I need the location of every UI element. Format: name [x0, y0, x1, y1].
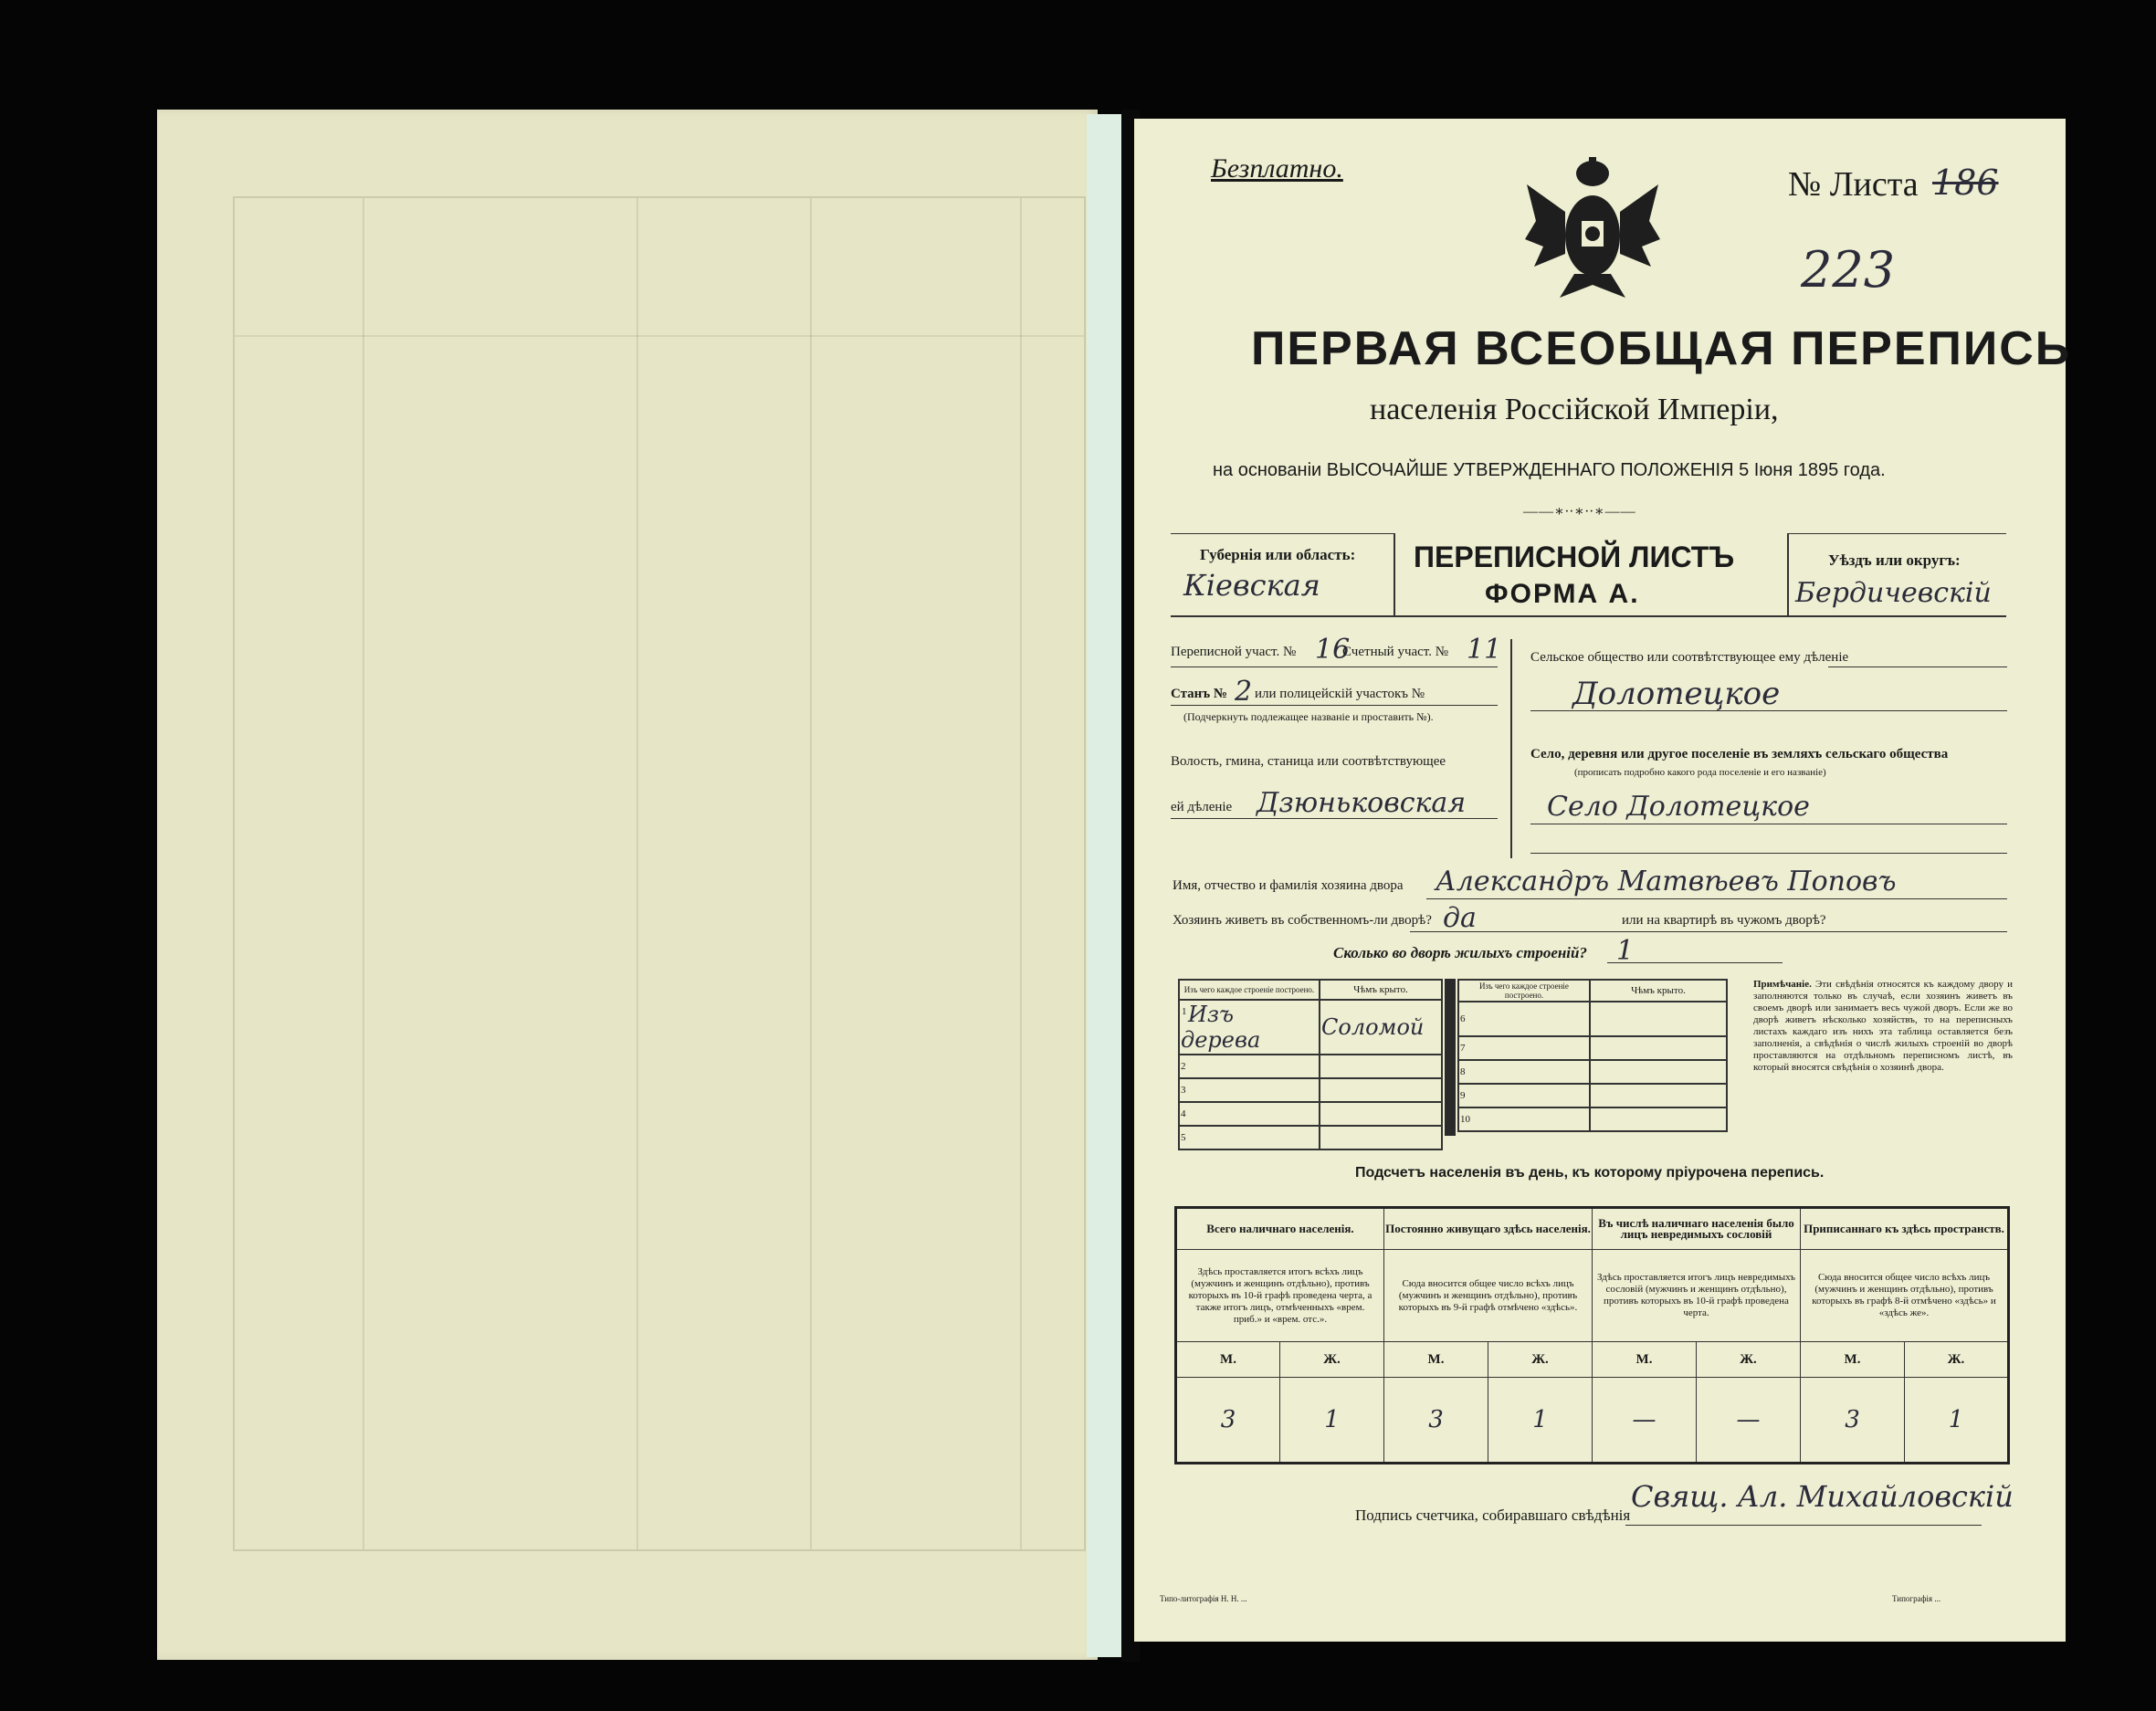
free-label: Безплатно. [1211, 153, 1343, 184]
police-label: или полицейскій участокъ № [1255, 687, 1425, 701]
table-row: 8 [1458, 1060, 1727, 1084]
exempt-male-value: — [1593, 1378, 1697, 1464]
district-label: Уѣздъ или округъ: [1828, 551, 1961, 569]
village-label: Село, деревня или другое поселеніе въ земляхъ сельскаго общества [1530, 747, 1949, 761]
stan-label: Станъ № [1171, 687, 1227, 701]
col-registered-header: Приписаннаго къ здѣсь пространств. [1801, 1208, 2009, 1250]
census-section-value: 16 [1315, 634, 1351, 666]
exempt-female-value: — [1697, 1378, 1801, 1464]
own-yard-label: Хозяинъ живетъ въ собственномъ-ли дворѣ? [1173, 913, 1432, 928]
female-label: Ж. [1905, 1342, 2009, 1378]
census-subtitle: населенія Россійской Имперіи, [1370, 393, 1779, 426]
village-note: (прописать подробно какого рода поселеніе и его названіе) [1574, 767, 1826, 778]
col-permanent-header: Постоянно живущаго здѣсь населенія. [1384, 1208, 1593, 1250]
buildings-value: 1 [1616, 935, 1635, 967]
col-roof-header-2: Чѣмъ крыто. [1590, 980, 1727, 1002]
rented-label: или на квартирѣ въ чужомъ дворѣ? [1622, 913, 1826, 928]
volost-label-1: Волость, гмина, станица или соотвѣтствующее [1171, 754, 1446, 769]
census-section-label: Переписной участ. № [1171, 645, 1297, 659]
male-label: М. [1801, 1342, 1905, 1378]
note-title: Примѣчаніе. [1753, 979, 1812, 990]
col-total-header: Всего наличнаго населенія. [1176, 1208, 1384, 1250]
count-section-title: Подсчетъ населенія въ день, къ которому пріурочена перепись. [1355, 1165, 1825, 1181]
material-value: Изъ дерева [1181, 1002, 1261, 1053]
total-female-value: 1 [1280, 1378, 1384, 1464]
volost-label-2: ей дѣленіе [1171, 800, 1233, 814]
col-exempt-desc: Здѣсь проставляется итогъ лицъ невредимыхъ сословій (мужчинъ и женщинъ отдѣльно), противъ которыхъ въ 10-й графѣ проведена черта. [1593, 1250, 1801, 1342]
buildings-table [1178, 979, 1728, 1150]
left-page-bleedthrough-grid [233, 196, 1086, 1551]
table-row: 1 Изъ дерева Соломой [1179, 1000, 1442, 1055]
province-label: Губернія или область: [1200, 546, 1356, 563]
province-value: Кіевская [1183, 568, 1320, 603]
female-label: Ж. [1280, 1342, 1384, 1378]
male-label: М. [1176, 1342, 1280, 1378]
male-label: М. [1384, 1342, 1488, 1378]
col-total-desc: Здѣсь проставляется итогъ всѣхъ лицъ (мужчинъ и женщинъ отдѣльно), противъ которыхъ въ 10-й графѣ проведена черта, а также итогъ лицъ, отмѣченныхъ «врем. приб.» и «врем. отс.». [1176, 1250, 1384, 1342]
total-male-value: 3 [1176, 1378, 1280, 1464]
printer-right: Типографія ... [1892, 1594, 1941, 1603]
village-value: Село Долотецкое [1547, 791, 1810, 823]
sheet-no-crossed-value: 186 [1932, 163, 1999, 203]
population-count-table [1174, 1206, 2010, 1464]
owner-label: Имя, отчество и фамилія хозяина двора [1173, 878, 1404, 893]
table-row: 10 [1458, 1107, 1727, 1131]
stan-value: 2 [1235, 676, 1253, 708]
count-section-label: Счетный участ. № [1342, 645, 1449, 659]
own-yard-value: да [1443, 902, 1477, 934]
table-row: 6 [1458, 1002, 1727, 1036]
col-registered-desc: Сюда вносится общее число всѣхъ лицъ (мужчинъ и женщинъ отдѣльно), противъ которыхъ въ графѣ 8-й отмѣчено «здѣсь» и «здѣсь же». [1801, 1250, 2009, 1342]
rural-society-label: Сельское общество или соотвѣтствующее ему дѣленіе [1530, 650, 1849, 665]
registered-female-value: 1 [1905, 1378, 2009, 1464]
male-label: М. [1593, 1342, 1697, 1378]
table-row: 7 [1458, 1036, 1727, 1060]
note-text: Эти свѣдѣнія относятся къ каждому двору и заполняются только въ случаѣ, если хозяинъ живетъ въ своемъ дворѣ или занимаетъ весь чужой дворъ. Если же во дворѣ живетъ нѣсколько хозяйствъ, то на переписныхъ листахъ каждаго изъ нихъ эта таблица оставляется безъ заполненія, а свѣдѣнія о числѣ жилыхъ строеній во дворѣ проставляются на отдѣльномъ переписномъ листѣ, въ который вносятся свѣдѣнія о хозяинѣ двора. [1753, 979, 2013, 1073]
census-title: ПЕРВАЯ ВСЕОБЩАЯ ПЕРЕПИСЬ [1251, 322, 2072, 375]
form-title-line2: ФОРМА А. [1485, 579, 1640, 609]
col-material-header-2: Изъ чего каждое строеніе построено. [1458, 980, 1590, 1002]
table-row: 2 [1179, 1055, 1442, 1078]
count-section-value: 11 [1467, 634, 1502, 666]
signature-label: Подпись счетчика, собиравшаго свѣдѣнія [1355, 1506, 1631, 1524]
permanent-female-value: 1 [1488, 1378, 1593, 1464]
table-note [1753, 979, 2013, 1074]
binding-strip [1087, 114, 1123, 1657]
table-row: 4 [1179, 1102, 1442, 1126]
volost-value: Дзюньковская [1257, 787, 1467, 819]
printer-left: Типо-литографія Н. Н. ... [1160, 1594, 1247, 1603]
buildings-label: Сколько во дворѣ жилыхъ строеній? [1333, 944, 1587, 961]
permanent-male-value: 3 [1384, 1378, 1488, 1464]
sheet-no-handwritten: 223 [1801, 241, 1896, 299]
form-title-line1: ПЕРЕПИСНОЙ ЛИСТЪ [1414, 541, 1735, 573]
table-row: 3 [1179, 1078, 1442, 1102]
field-divider [1510, 639, 1512, 858]
owner-value: Александръ Матвѣевъ Поповъ [1436, 866, 1897, 897]
underline-note: (Подчеркнуть подлежащее названіе и проставить №). [1183, 710, 1434, 723]
female-label: Ж. [1488, 1342, 1593, 1378]
census-basis: на основаніи ВЫСОЧАЙШЕ УТВЕРЖДЕННАГО ПОЛОЖЕНІЯ 5 Іюня 1895 года. [1213, 460, 1886, 480]
table-row: 9 [1458, 1084, 1727, 1107]
roof-value: Соломой [1321, 1014, 1425, 1040]
col-roof-header: Чѣмъ крыто. [1320, 980, 1442, 1000]
district-value: Бердичевскій [1795, 577, 1992, 609]
title-ornament: ——∗∙∙∗∙∙∗—— [1523, 504, 1636, 520]
col-permanent-desc: Сюда вносится общее число всѣхъ лицъ (мужчинъ и женщинъ отдѣльно), противъ которыхъ въ 9-й графѣ отмѣчено «здѣсь». [1384, 1250, 1593, 1342]
col-exempt-header: Въ числѣ наличнаго населенія было лицъ невредимыхъ сословій [1593, 1208, 1801, 1250]
female-label: Ж. [1697, 1342, 1801, 1378]
sheet-no-label: № Листа [1788, 165, 1919, 204]
table-row: 5 [1179, 1126, 1442, 1149]
registered-male-value: 3 [1801, 1378, 1905, 1464]
rural-society-value: Долотецкое [1572, 676, 1781, 712]
imperial-eagle-emblem [1523, 157, 1662, 301]
col-material-header: Изъ чего каждое строеніе построено. [1179, 980, 1320, 1000]
signature-value: Свящ. Ал. Михайловскій [1631, 1479, 2014, 1514]
